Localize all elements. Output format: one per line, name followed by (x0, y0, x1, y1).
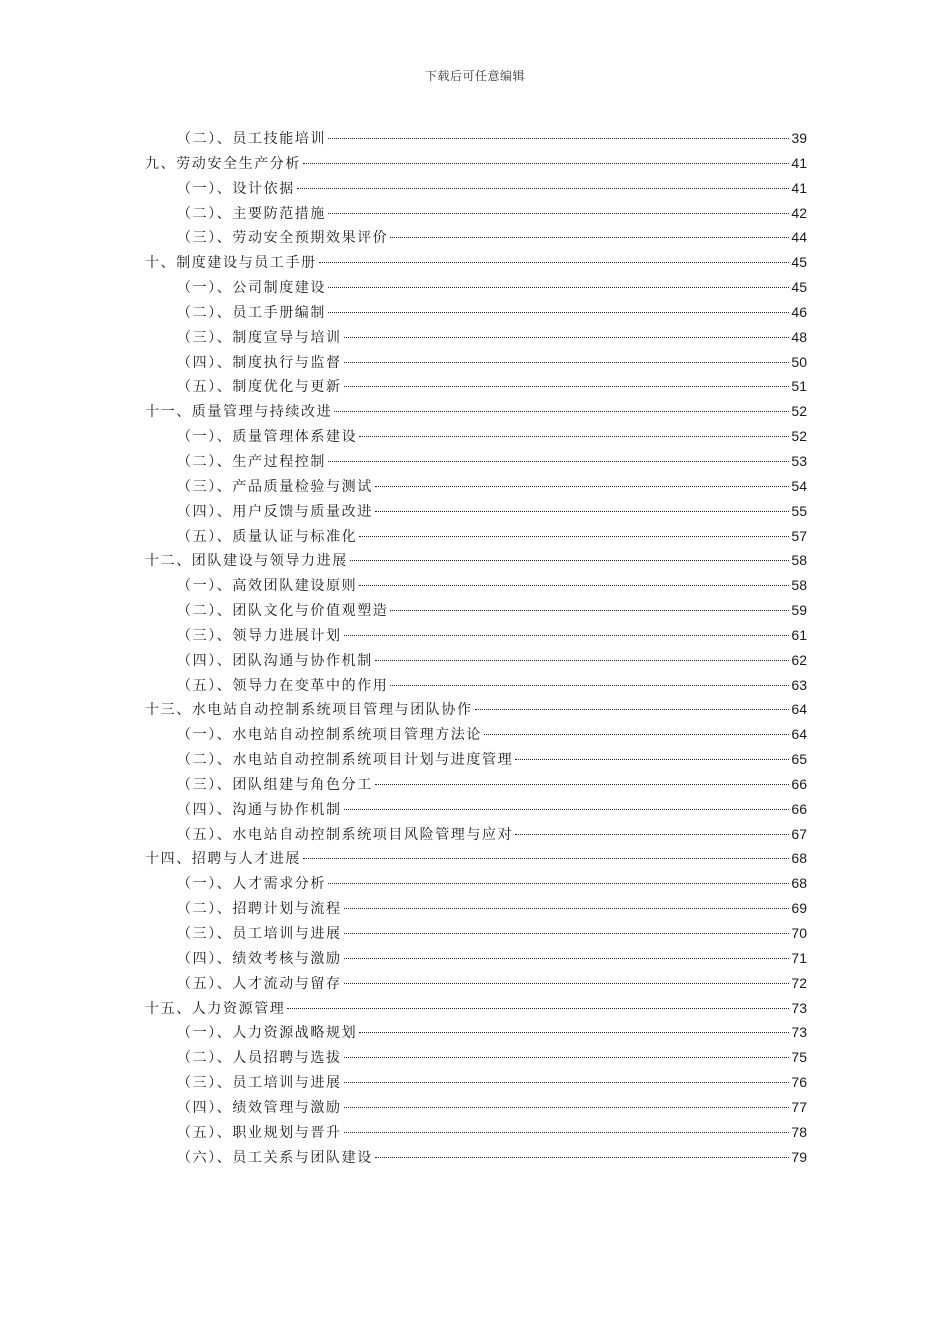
toc-entry-title: （三）、劳动安全预期效果评价 (177, 230, 389, 247)
toc-page-number: 57 (791, 527, 807, 544)
toc-entry-title: （一）、水电站自动控制系统项目管理方法论 (177, 727, 482, 744)
toc-dot-leader (328, 883, 789, 884)
toc-section-entry[interactable] (145, 896, 807, 921)
toc-page-number: 52 (791, 403, 807, 420)
toc-section-entry[interactable] (145, 1145, 807, 1170)
toc-section-entry[interactable] (145, 374, 807, 399)
toc-dot-leader (515, 834, 789, 835)
toc-page-number: 77 (791, 1098, 807, 1115)
toc-page-number: 50 (791, 353, 807, 370)
toc-section-entry[interactable] (145, 201, 807, 226)
toc-entry-title: 十、制度建设与员工手册 (145, 255, 317, 272)
toc-section-entry[interactable] (145, 772, 807, 797)
toc-section-entry[interactable] (145, 176, 807, 201)
toc-dot-leader (328, 213, 789, 214)
toc-section-entry[interactable] (145, 946, 807, 971)
toc-entry-title: （五）、职业规划与晋升 (177, 1124, 342, 1141)
toc-dot-leader (359, 1032, 789, 1033)
toc-entry-title: （二）、生产过程控制 (177, 453, 326, 470)
toc-page-number: 73 (791, 1024, 807, 1041)
toc-entry-title: 十二、团队建设与领导力进展 (145, 553, 348, 570)
toc-dot-leader (303, 163, 789, 164)
toc-dot-leader (303, 858, 789, 859)
toc-section-entry[interactable] (145, 449, 807, 474)
toc-entry-title: （三）、员工培训与进展 (177, 926, 342, 942)
toc-page-number: 75 (791, 1049, 807, 1066)
toc-page-number: 59 (791, 602, 807, 619)
toc-section-entry[interactable] (145, 1095, 807, 1120)
toc-section-entry[interactable] (145, 871, 807, 896)
toc-section-entry[interactable] (145, 921, 807, 946)
toc-dot-leader (344, 337, 790, 338)
toc-section-entry[interactable] (145, 673, 807, 698)
toc-page-number: 66 (791, 775, 807, 792)
toc-entry-title: （一）、人力资源战略规划 (177, 1025, 358, 1042)
toc-section-entry[interactable] (145, 1020, 807, 1045)
toc-entry-title: 十四、招聘与人才进展 (145, 851, 301, 868)
toc-dot-leader (328, 461, 789, 462)
toc-dot-leader (328, 138, 789, 139)
toc-section-entry[interactable] (145, 747, 807, 772)
toc-entry-title: （四）、沟通与协作机制 (177, 801, 342, 818)
toc-page-number: 67 (791, 825, 807, 842)
toc-dot-leader (350, 560, 790, 561)
toc-page-number: 48 (791, 328, 807, 345)
toc-section-entry[interactable] (145, 225, 807, 250)
toc-section-entry[interactable] (145, 722, 807, 747)
toc-page-number: 68 (791, 875, 807, 892)
toc-dot-leader (328, 287, 789, 288)
toc-section-entry[interactable] (145, 573, 807, 598)
toc-page-number: 76 (791, 1074, 807, 1091)
toc-page-number: 39 (791, 130, 807, 146)
toc-chapter-entry[interactable] (145, 399, 807, 424)
toc-entry-title: （二）、员工技能培训 (177, 131, 326, 147)
toc-dot-leader (359, 585, 789, 586)
toc-page-number: 54 (791, 477, 807, 494)
toc-section-entry[interactable] (145, 499, 807, 524)
toc-entry-title: （一）、人才需求分析 (177, 876, 326, 893)
toc-entry-title: （四）、绩效考核与激励 (177, 950, 342, 967)
toc-entry-title: （一）、设计依据 (177, 180, 295, 197)
toc-dot-leader (319, 262, 790, 263)
toc-dot-leader (344, 933, 790, 934)
toc-dot-leader (375, 784, 790, 785)
toc-page-number: 44 (791, 229, 807, 246)
toc-page-number: 69 (791, 900, 807, 917)
toc-section-entry[interactable] (145, 822, 807, 847)
toc-chapter-entry[interactable] (145, 996, 807, 1021)
toc-entry-title: （二）、水电站自动控制系统项目计划与进度管理 (177, 752, 514, 769)
toc-entry-title: （一）、高效团队建设原则 (177, 578, 358, 595)
toc-section-entry[interactable] (145, 623, 807, 648)
toc-entry-title: （四）、制度执行与监督 (177, 354, 342, 371)
toc-page-number: 41 (791, 154, 807, 171)
toc-page-number: 64 (791, 701, 807, 718)
toc-page-number: 72 (791, 974, 807, 991)
toc-entry-title: 十三、水电站自动控制系统项目管理与团队协作 (145, 702, 473, 719)
toc-section-entry[interactable] (145, 598, 807, 623)
toc-page-number: 61 (791, 626, 807, 643)
toc-dot-leader (328, 312, 789, 313)
toc-page-number: 68 (791, 850, 807, 867)
toc-page-number: 41 (791, 179, 807, 196)
toc-dot-leader (344, 983, 790, 984)
toc-entry-title: （二）、主要防范措施 (177, 205, 326, 222)
toc-dot-leader (344, 908, 790, 909)
toc-section-entry[interactable] (145, 126, 807, 151)
toc-dot-leader (344, 1082, 790, 1083)
toc-page-number: 45 (791, 254, 807, 271)
toc-dot-leader (484, 734, 789, 735)
toc-entry-title: （五）、水电站自动控制系统项目风险管理与应对 (177, 826, 514, 843)
toc-entry-title: （五）、领导力在变革中的作用 (177, 677, 389, 694)
toc-entry-title: （五）、人才流动与留存 (177, 975, 342, 992)
toc-chapter-entry[interactable] (145, 846, 807, 871)
toc-dot-leader (515, 759, 789, 760)
toc-dot-leader (359, 536, 789, 537)
toc-section-entry[interactable] (145, 524, 807, 549)
toc-entry-title: （一）、质量管理体系建设 (177, 429, 358, 446)
toc-section-entry[interactable] (145, 275, 807, 300)
toc-dot-leader (390, 237, 789, 238)
toc-page-number: 66 (791, 800, 807, 817)
toc-entry-title: （三）、员工培训与进展 (177, 1075, 342, 1092)
toc-dot-leader (344, 958, 790, 959)
toc-page-number: 51 (791, 378, 807, 395)
toc-dot-leader (375, 511, 790, 512)
toc-entry-title: （三）、领导力进展计划 (177, 627, 342, 644)
toc-entry-title: （二）、招聘计划与流程 (177, 901, 342, 918)
toc-entry-title: 九、劳动安全生产分析 (145, 155, 301, 172)
toc-section-entry[interactable] (145, 648, 807, 673)
toc-dot-leader (344, 635, 790, 636)
toc-page-number: 70 (791, 925, 807, 941)
toc-dot-leader (344, 1132, 790, 1133)
toc-entry-title: （四）、团队沟通与协作机制 (177, 652, 373, 669)
toc-page-number: 55 (791, 502, 807, 519)
toc-page-number: 62 (791, 651, 807, 668)
toc-page-number: 46 (791, 303, 807, 320)
toc-dot-leader (334, 411, 789, 412)
toc-page-number: 71 (791, 949, 807, 966)
toc-page-number: 52 (791, 428, 807, 445)
toc-dot-leader (375, 1157, 790, 1158)
toc-dot-leader (344, 1057, 790, 1058)
toc-dot-leader (390, 610, 789, 611)
toc-page-number: 45 (791, 279, 807, 296)
toc-dot-leader (375, 486, 790, 487)
toc-entry-title: （四）、绩效管理与激励 (177, 1099, 342, 1116)
toc-section-entry[interactable] (145, 1070, 807, 1095)
toc-entry-title: （六）、员工关系与团队建设 (177, 1149, 373, 1166)
toc-section-entry[interactable] (145, 300, 807, 325)
toc-page-number: 53 (791, 452, 807, 469)
table-of-contents (145, 126, 807, 1169)
toc-entry-title: （二）、团队文化与价值观塑造 (177, 603, 389, 620)
toc-entry-title: 十一、质量管理与持续改进 (145, 404, 333, 421)
toc-section-entry[interactable] (145, 1045, 807, 1070)
toc-dot-leader (375, 660, 790, 661)
toc-chapter-entry[interactable] (145, 151, 807, 176)
toc-dot-leader (297, 188, 790, 189)
toc-page-number: 58 (791, 552, 807, 569)
toc-page-number: 73 (791, 999, 807, 1016)
toc-entry-title: （五）、质量认证与标准化 (177, 528, 358, 545)
toc-page-number: 42 (791, 204, 807, 221)
toc-entry-title: （三）、产品质量检验与测试 (177, 478, 373, 495)
page-header: 下载后可任意编辑 (424, 69, 525, 83)
toc-entry-title: （三）、团队组建与角色分工 (177, 776, 373, 793)
toc-page-number: 64 (791, 726, 807, 743)
toc-entry-title: （二）、人员招聘与选拔 (177, 1050, 342, 1067)
toc-entry-title: （三）、制度宣导与培训 (177, 329, 342, 346)
toc-section-entry[interactable] (145, 424, 807, 449)
toc-dot-leader (344, 386, 790, 387)
toc-page-number: 79 (791, 1148, 807, 1165)
toc-section-entry[interactable] (145, 350, 807, 375)
toc-page-number: 63 (791, 676, 807, 693)
toc-entry-title: （二）、员工手册编制 (177, 304, 326, 321)
toc-section-entry[interactable] (145, 797, 807, 822)
toc-entry-title: （五）、制度优化与更新 (177, 379, 342, 396)
toc-page-number: 65 (791, 751, 807, 768)
toc-entry-title: （四）、用户反馈与质量改进 (177, 503, 373, 520)
toc-dot-leader (344, 809, 790, 810)
toc-dot-leader (344, 362, 790, 363)
toc-entry-title: （一）、公司制度建设 (177, 280, 326, 297)
toc-dot-leader (344, 1107, 790, 1108)
toc-section-entry[interactable] (145, 325, 807, 350)
toc-section-entry[interactable] (145, 971, 807, 996)
toc-section-entry[interactable] (145, 474, 807, 499)
toc-dot-leader (287, 1008, 789, 1009)
toc-chapter-entry[interactable] (145, 250, 807, 275)
toc-dot-leader (475, 709, 790, 710)
toc-page-number: 78 (791, 1123, 807, 1140)
toc-page-number: 58 (791, 577, 807, 594)
toc-chapter-entry[interactable] (145, 697, 807, 722)
toc-dot-leader (359, 436, 789, 437)
toc-entry-title: 十五、人力资源管理 (145, 1000, 286, 1017)
toc-chapter-entry[interactable] (145, 548, 807, 573)
toc-section-entry[interactable] (145, 1120, 807, 1145)
toc-dot-leader (390, 685, 789, 686)
